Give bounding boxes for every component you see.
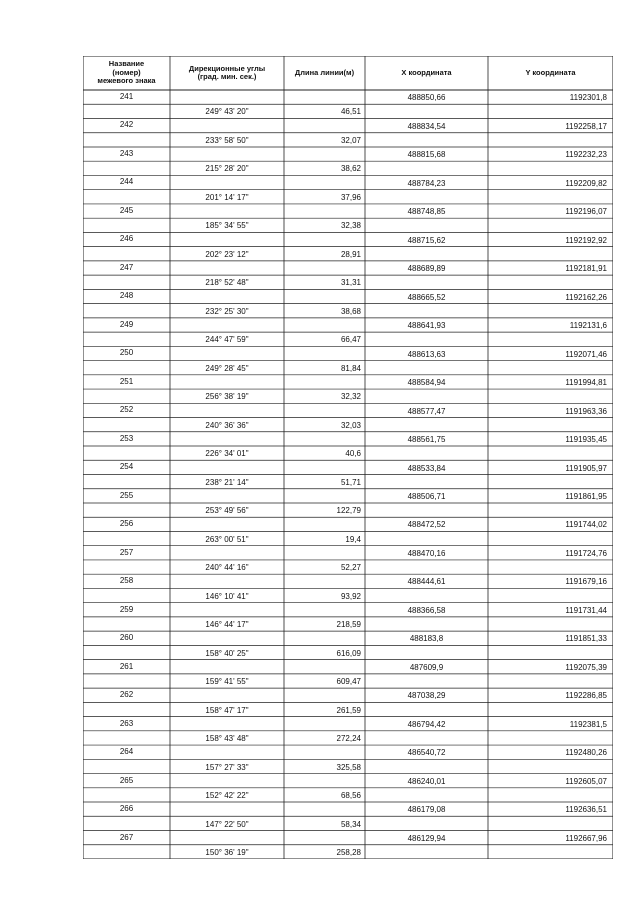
direction-angle: 158° 43' 48" xyxy=(205,734,249,744)
x-coordinate: 486794,42 xyxy=(407,719,446,729)
point-name: 266 xyxy=(119,804,134,814)
y-coordinate: 1192232,23 xyxy=(565,150,607,160)
line-length: 58,34 xyxy=(340,819,361,829)
x-coordinate: 488584,94 xyxy=(407,378,446,388)
x-coordinate: 486179,08 xyxy=(407,805,446,815)
direction-angle: 256° 38' 19" xyxy=(205,392,249,402)
y-coordinate: 1192605,07 xyxy=(565,776,607,786)
point-name: 254 xyxy=(119,462,134,472)
direction-angle: 146° 10' 41" xyxy=(205,591,249,601)
direction-angle: 202° 23' 12" xyxy=(205,249,249,259)
x-coordinate: 488850,66 xyxy=(407,93,446,103)
point-name: 259 xyxy=(119,604,134,614)
y-coordinate: 1192381,5 xyxy=(569,719,607,729)
direction-angle: 147° 22' 50" xyxy=(205,819,249,829)
point-name: 255 xyxy=(119,490,134,500)
y-coordinate: 1192196,07 xyxy=(565,207,607,217)
point-name: 247 xyxy=(119,262,134,272)
x-coordinate: 488665,52 xyxy=(407,292,446,302)
y-coordinate: 1192301,8 xyxy=(569,93,607,103)
line-length: 93,92 xyxy=(340,591,361,601)
point-name: 250 xyxy=(119,348,134,358)
y-coordinate: 1191935,45 xyxy=(565,435,607,445)
point-name: 263 xyxy=(119,718,134,728)
x-coordinate: 486540,72 xyxy=(407,748,446,758)
x-coordinate: 488613,63 xyxy=(407,349,446,359)
y-coordinate: 1191679,16 xyxy=(565,577,607,587)
point-name: 260 xyxy=(119,633,134,643)
x-coordinate: 488715,62 xyxy=(407,235,446,245)
line-length: 38,68 xyxy=(340,306,361,316)
line-length: 272,24 xyxy=(336,734,361,744)
line-length: 51,71 xyxy=(340,477,361,487)
y-coordinate: 1191905,97 xyxy=(565,463,607,473)
direction-angle: 150° 36' 19" xyxy=(205,848,249,857)
direction-angle: 263° 00' 51" xyxy=(205,534,249,544)
y-coordinate: 1192667,96 xyxy=(565,833,607,843)
x-coordinate: 488577,47 xyxy=(407,406,446,416)
point-name: 265 xyxy=(119,775,134,785)
x-coordinate: 488444,61 xyxy=(407,577,446,587)
y-coordinate: 1192075,39 xyxy=(565,662,607,672)
x-coordinate: 488748,85 xyxy=(407,207,446,217)
y-coordinate: 1192131,6 xyxy=(569,321,607,331)
direction-angle: 240° 36' 36" xyxy=(205,420,249,430)
x-coordinate: 488641,93 xyxy=(407,321,446,331)
y-coordinate: 1191744,02 xyxy=(565,520,607,530)
direction-angle: 215° 28' 20" xyxy=(205,164,249,174)
x-coordinate: 488533,84 xyxy=(407,463,446,473)
line-length: 40,6 xyxy=(345,449,361,459)
x-coordinate: 488470,16 xyxy=(407,548,446,558)
point-name: 257 xyxy=(119,547,134,557)
line-length: 81,84 xyxy=(340,363,361,373)
direction-angle: 226° 34' 01" xyxy=(205,449,249,459)
y-coordinate: 1192192,92 xyxy=(565,235,607,245)
line-length: 68,56 xyxy=(340,791,361,801)
line-length: 258,28 xyxy=(336,848,361,857)
direction-angle: 249° 43' 20" xyxy=(205,107,249,117)
x-coordinate: 487609,9 xyxy=(409,662,444,672)
y-coordinate: 1191731,44 xyxy=(565,605,607,615)
line-length: 122,79 xyxy=(336,506,361,516)
point-name: 243 xyxy=(119,148,134,158)
x-coordinate: 488506,71 xyxy=(407,491,446,501)
point-name: 264 xyxy=(119,747,134,757)
x-coordinate: 486240,01 xyxy=(407,776,446,786)
line-length: 32,07 xyxy=(340,135,361,145)
direction-angle: 244° 47' 59" xyxy=(205,335,249,345)
line-length: 32,38 xyxy=(340,221,361,231)
direction-angle: 157° 27' 33" xyxy=(205,762,249,772)
line-length: 66,47 xyxy=(340,335,361,345)
point-name: 262 xyxy=(119,690,134,700)
header-y-coordinate: Y координата xyxy=(525,67,576,77)
point-name: 248 xyxy=(119,291,134,301)
y-coordinate: 1191994,81 xyxy=(565,378,607,388)
x-coordinate: 488183,8 xyxy=(409,634,444,644)
line-length: 32,03 xyxy=(340,420,361,430)
coordinates-table xyxy=(83,56,613,859)
direction-angle: 158° 47' 17" xyxy=(205,705,249,715)
direction-angle: 232° 25' 30" xyxy=(205,306,249,316)
line-length: 31,31 xyxy=(340,278,361,288)
direction-angle: 249° 28' 45" xyxy=(205,363,249,373)
line-length: 261,59 xyxy=(336,705,361,715)
x-coordinate: 488689,89 xyxy=(407,264,446,274)
line-length: 37,96 xyxy=(340,192,361,202)
point-name: 261 xyxy=(119,661,134,671)
line-length: 38,62 xyxy=(340,164,361,174)
direction-angle: 158° 40' 25" xyxy=(205,648,249,658)
point-name: 242 xyxy=(119,120,134,130)
point-name: 251 xyxy=(119,376,134,386)
point-name: 249 xyxy=(119,319,134,329)
x-coordinate: 488366,58 xyxy=(407,605,446,615)
point-name: 246 xyxy=(119,234,134,244)
line-length: 325,58 xyxy=(336,762,361,772)
header-direction-angle: Дирекционные углы (град. мин. сек.) xyxy=(188,63,266,81)
x-coordinate: 487038,29 xyxy=(407,691,446,701)
line-length: 616,09 xyxy=(336,648,361,658)
direction-angle: 146° 44' 17" xyxy=(205,620,249,630)
x-coordinate: 488784,23 xyxy=(407,178,446,188)
direction-angle: 159° 41' 55" xyxy=(205,677,249,687)
point-name: 267 xyxy=(119,832,134,842)
y-coordinate: 1192181,91 xyxy=(565,264,607,274)
line-length: 609,47 xyxy=(336,677,361,687)
x-coordinate: 486129,94 xyxy=(407,833,446,843)
y-coordinate: 1191963,36 xyxy=(565,406,607,416)
direction-angle: 218° 52' 48" xyxy=(205,278,249,288)
direction-angle: 185° 34' 55" xyxy=(205,221,249,231)
x-coordinate: 488815,68 xyxy=(407,150,446,160)
x-coordinate: 488561,75 xyxy=(407,435,446,445)
y-coordinate: 1192286,85 xyxy=(565,691,607,701)
line-length: 28,91 xyxy=(340,249,361,259)
x-coordinate: 488472,52 xyxy=(407,520,446,530)
y-coordinate: 1191724,76 xyxy=(565,548,607,558)
direction-angle: 238° 21' 14" xyxy=(205,477,249,487)
y-coordinate: 1192480,26 xyxy=(565,748,607,758)
y-coordinate: 1191861,95 xyxy=(565,491,607,501)
point-name: 258 xyxy=(119,576,134,586)
header-point-name: Название (номер) межевого знака xyxy=(97,59,156,86)
point-name: 244 xyxy=(119,177,134,187)
point-name: 253 xyxy=(119,433,134,443)
y-coordinate: 1192071,46 xyxy=(565,349,607,359)
y-coordinate: 1192209,82 xyxy=(565,178,607,188)
header-line-length: Длина линии(м) xyxy=(294,67,355,77)
line-length: 218,59 xyxy=(336,620,361,630)
direction-angle: 253° 49' 56" xyxy=(205,506,249,516)
header-x-coordinate: X координата xyxy=(401,67,452,77)
line-length: 19,4 xyxy=(345,534,361,544)
y-coordinate: 1192258,17 xyxy=(565,121,607,131)
line-length: 46,51 xyxy=(340,107,361,117)
y-coordinate: 1192636,51 xyxy=(565,805,607,815)
direction-angle: 152° 42' 22" xyxy=(205,791,249,801)
point-name: 256 xyxy=(119,519,134,529)
point-name: 245 xyxy=(119,205,134,215)
point-name: 252 xyxy=(119,405,134,415)
direction-angle: 233° 58' 50" xyxy=(205,135,249,145)
y-coordinate: 1191851,33 xyxy=(565,634,607,644)
line-length: 52,27 xyxy=(340,563,361,573)
point-name: 241 xyxy=(119,92,134,101)
direction-angle: 240° 44' 16" xyxy=(205,563,249,573)
line-length: 32,32 xyxy=(340,392,361,402)
direction-angle: 201° 14' 17" xyxy=(205,192,249,202)
y-coordinate: 1192162,26 xyxy=(565,292,607,302)
x-coordinate: 488834,54 xyxy=(407,121,446,131)
